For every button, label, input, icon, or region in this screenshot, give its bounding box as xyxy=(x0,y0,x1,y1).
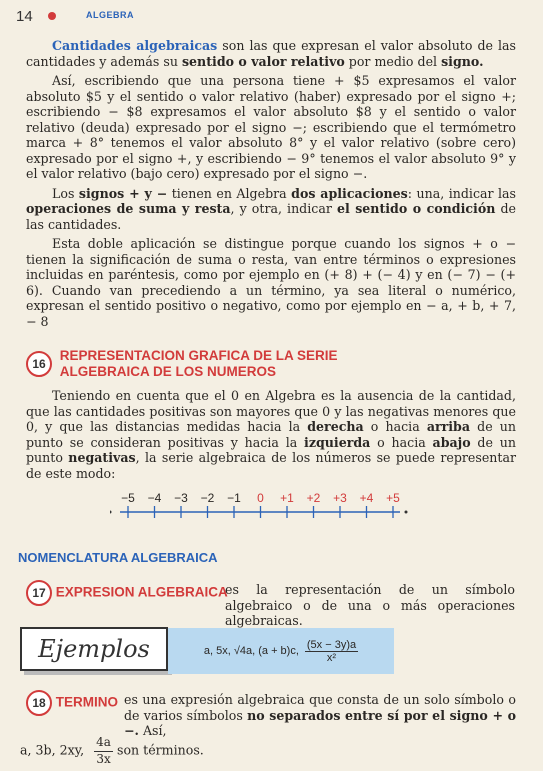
paragraph-examples: Así, escribiendo que una persona tiene + $5 expresamos el valor absoluto $5 y el sentido o valor relativo (haber) expresado por el signo +; escribiendo − $8 expresamos el valor absoluto $8 y el sentido o valor relativo (deuda) expresado por el signo −; escribiendo que el termómetro marca + 8° tenemos el valor absoluto 8° y el valor relativo (sobre cero) expresado por el signo +, y escribiendo − 9° tenemos el valor absoluto 9° y el valor relativo (bajo cero) expresado por el signo −. xyxy=(26,73,516,181)
bold-text: dos aplicaciones xyxy=(291,185,408,201)
text: o hacia xyxy=(363,419,427,434)
text: , la serie algebraica de los números se puede representar de este modo: xyxy=(26,450,516,481)
text: por medio del xyxy=(344,53,442,69)
tick-label: −4 xyxy=(147,491,162,505)
ejemplos-label: Ejemplos xyxy=(38,635,150,663)
section-16-text xyxy=(26,388,516,485)
tick-label: +4 xyxy=(359,491,374,505)
tick-label: 0 xyxy=(257,491,264,505)
section-number-badge: 16 xyxy=(26,351,52,377)
section-number-badge: 17 xyxy=(26,580,52,606)
text: Los xyxy=(52,185,79,201)
text: son las que expresan el valor absoluto de las cantidades y además su xyxy=(26,38,516,69)
bold-text: negativas xyxy=(68,450,136,465)
section-number-badge: 18 xyxy=(26,690,52,716)
term-cantidades: Cantidades algebraicas xyxy=(52,38,218,53)
example-expression: a, 5x, √4a, (a + b)c, xyxy=(203,645,299,657)
tick-label: −5 xyxy=(121,491,135,505)
paragraph xyxy=(26,388,516,481)
bold-text: signo. xyxy=(441,53,484,69)
bold-text: derecha xyxy=(307,419,364,434)
bold-text: arriba xyxy=(426,419,471,434)
definition-text xyxy=(124,692,516,739)
bold-text: el sentido o condición xyxy=(336,201,496,216)
number-line xyxy=(110,490,410,530)
section-16-heading xyxy=(26,348,516,380)
section-title: EXPRESION ALGEBRAICA xyxy=(55,584,228,600)
bold-text: signos + y − xyxy=(78,185,168,201)
fraction-numerator: (5x − 3y)a xyxy=(306,638,357,651)
tick-label: +5 xyxy=(386,491,400,505)
bold-text: abajo xyxy=(432,434,471,450)
section-title: TERMINO xyxy=(55,694,119,710)
text: Teniendo en cuenta que el 0 en Algebra es la ausencia de la cantidad, que las cantidades positivas son mayores que 0 y las negativas menores que 0, y que las distancias medidas hacia la xyxy=(26,388,516,434)
nomenclatura-heading: NOMENCLATURA ALGEBRAICA xyxy=(18,550,218,565)
fraction-denominator: x² xyxy=(326,651,337,664)
fraction-denominator: 3x xyxy=(96,751,111,766)
text: Así, xyxy=(138,723,167,738)
tick-label: +1 xyxy=(280,491,294,505)
ejemplos-label-box xyxy=(20,627,168,671)
text: es una expresión algebraica que consta de un solo símbolo o de varios símbolos xyxy=(124,692,516,723)
bold-text: sentido o valor relativo xyxy=(181,53,345,69)
section-title-line: REPRESENTACION GRAFICA DE LA SERIE xyxy=(59,348,338,363)
tick-label: −1 xyxy=(227,491,241,505)
definition-text: es la representación de un símbolo algebraico o de una o más operaciones algebraicas. xyxy=(225,582,515,628)
intro-text xyxy=(26,38,516,333)
section-title-line: ALGEBRAICA DE LOS NUMEROS xyxy=(59,364,277,379)
bold-text: no separados entre sí por el signo + o −. xyxy=(124,707,516,738)
term-fraction xyxy=(94,735,113,767)
tick-label: −3 xyxy=(174,491,188,505)
page-header xyxy=(16,8,527,26)
red-dot-icon xyxy=(48,12,56,20)
section-17-def xyxy=(225,582,515,633)
paragraph-definition xyxy=(26,38,516,69)
bold-text: operaciones de suma y resta xyxy=(26,201,231,216)
running-title: ALGEBRA xyxy=(86,10,134,20)
text: , y otra, indicar xyxy=(230,201,337,216)
fraction-numerator: 4a xyxy=(94,735,113,752)
page-number: 14 xyxy=(16,8,33,25)
example-fraction xyxy=(305,639,358,664)
text: o hacia xyxy=(370,434,433,450)
tick-label: −2 xyxy=(200,491,215,505)
bold-text: izquierda xyxy=(304,434,371,450)
examples-band xyxy=(168,628,394,674)
paragraph-signs xyxy=(26,186,516,233)
paragraph-double-use: Esta doble aplicación se distingue porque cuando los signos + o − tienen la significación de suma o resta, van entre términos o expresiones incluidas en paréntesis, como por ejemplo en (+ 8) + (− 4) y en (− 7) − (+ 6). Cuando van precediendo a un término, ya sea literal o numérico, expresan el sentido positivo o negativo, como por ejemplo en − a, + b, + 7, − 8 xyxy=(26,236,516,329)
text: : una, indicar las xyxy=(407,185,516,201)
term-examples: a, 3b, 2xy, xyxy=(20,742,85,758)
section-18-examples xyxy=(20,735,320,767)
text: tienen en Algebra xyxy=(167,185,292,201)
tick-label: +3 xyxy=(333,491,347,505)
text: de un punto se consideran positivas y hacia la xyxy=(26,419,516,450)
tick-label: +2 xyxy=(306,491,321,505)
text: de las cantidades. xyxy=(26,201,516,232)
text: son términos. xyxy=(116,742,204,758)
text: de un punto xyxy=(26,434,516,465)
